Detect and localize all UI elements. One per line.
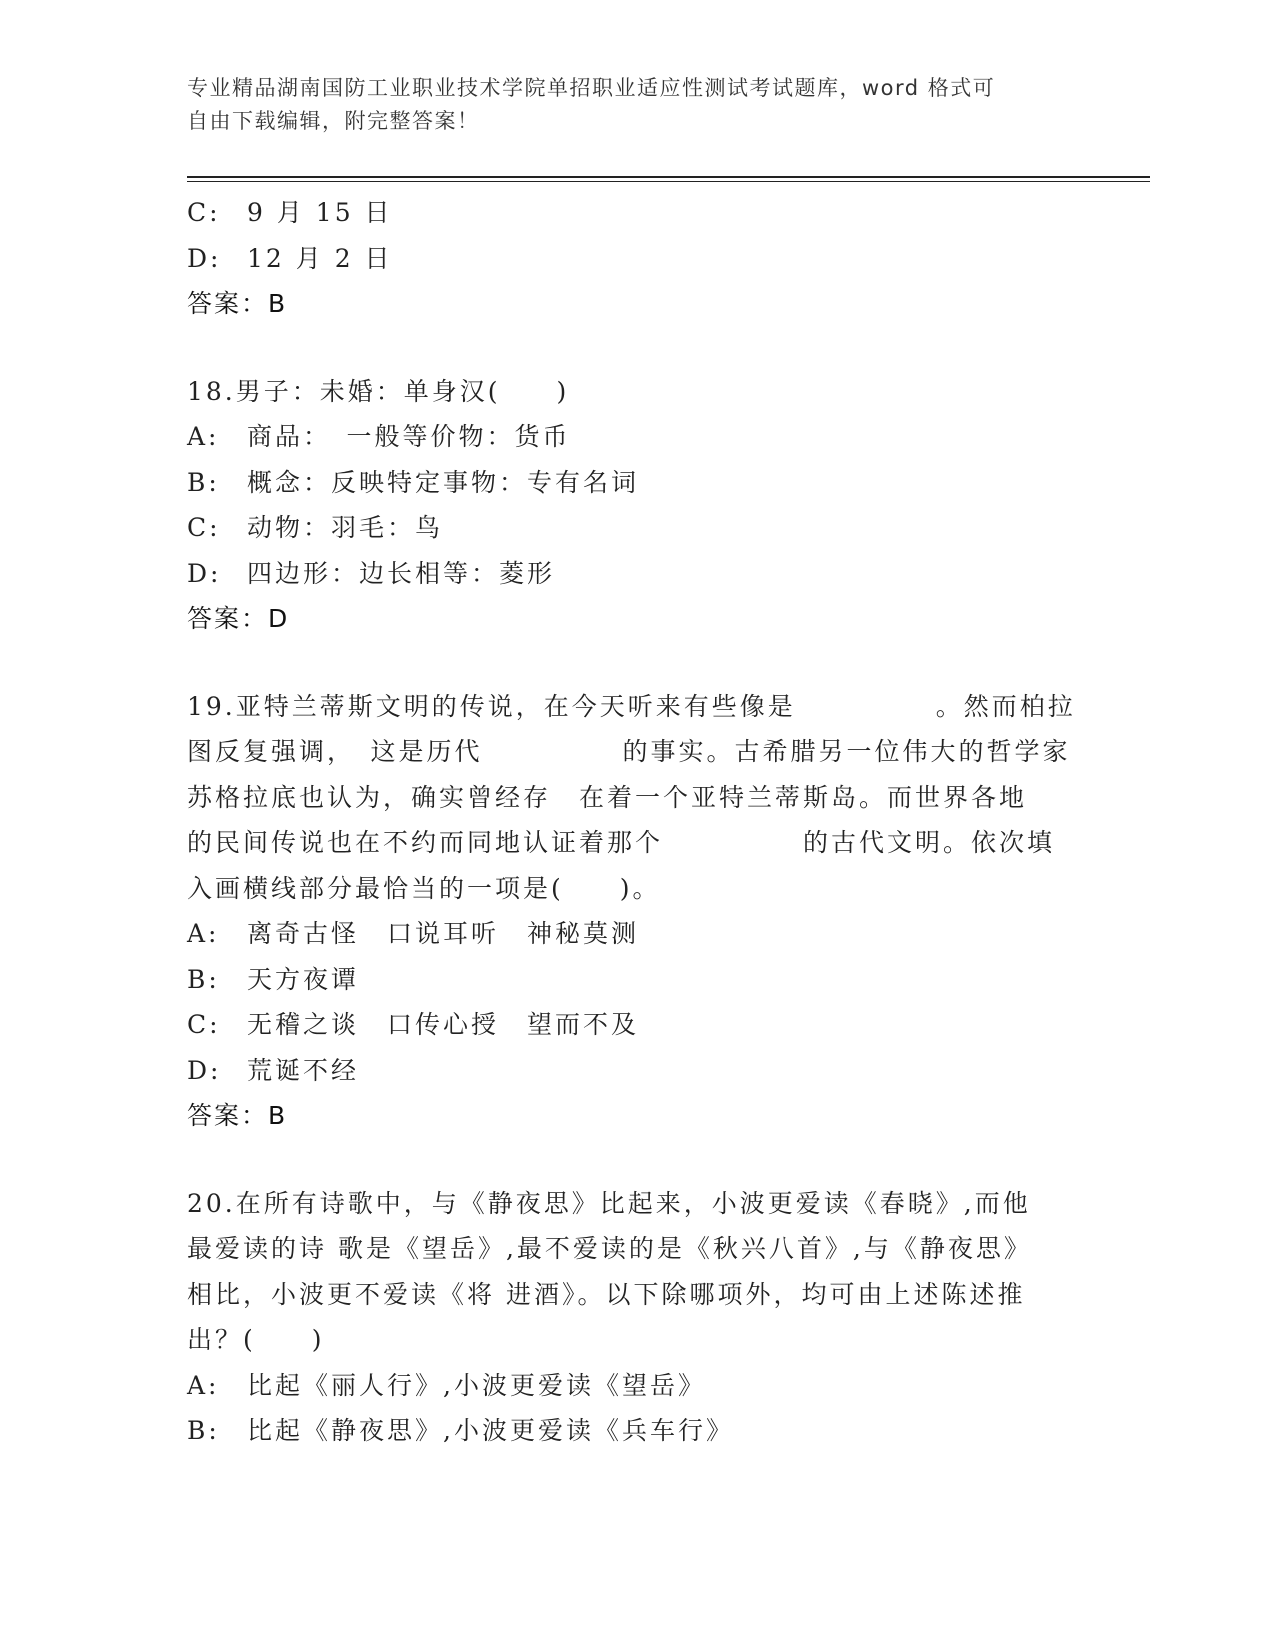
question-stem-line: 19.亚特兰蒂斯文明的传说，在今天听来有些像是 。然而柏拉 xyxy=(187,691,1076,721)
option-d xyxy=(187,1048,1077,1094)
option-text: 四边形：边长相等：菱形 xyxy=(247,558,556,588)
option-label: D: xyxy=(187,1055,222,1085)
option-text: 无稽之谈 口传心授 望而不及 xyxy=(247,1010,640,1039)
option-a xyxy=(187,1363,1077,1409)
option-b xyxy=(187,957,1077,1003)
question-18 xyxy=(187,369,1077,642)
answer-line: 答案：B xyxy=(187,1101,288,1130)
option-d xyxy=(187,236,1077,282)
question-stem-line: 图反复强调， 这是历代 的事实。古希腊另一位伟大的哲学家 xyxy=(187,737,1071,766)
question-stem: 18.男子：未婚：单身汉( ) xyxy=(187,376,570,406)
option-a xyxy=(187,911,1077,957)
option-b xyxy=(187,460,1077,506)
question-stem-line: 苏格拉底也认为，确实曾经存 在着一个亚特兰蒂斯岛。而世界各地 xyxy=(187,782,1028,812)
option-label: A: xyxy=(187,422,220,451)
option-text: 比起《丽人行》,小波更爱读《望岳》 xyxy=(247,1370,706,1400)
option-text: 天方夜谭 xyxy=(247,964,360,994)
option-label: D: xyxy=(187,558,222,588)
question-stem-line: 最爱读的诗 歌是《望岳》,最不爱读的是《秋兴八首》,与《静夜思》 xyxy=(187,1234,1032,1263)
option-label: C: xyxy=(187,198,221,227)
page-header xyxy=(187,72,1067,138)
option-text: 荒诞不经 xyxy=(247,1055,360,1085)
option-label: B: xyxy=(187,467,220,497)
question-stem-line: 入画横线部分最恰当的一项是( )。 xyxy=(187,873,661,903)
option-label: C: xyxy=(187,513,221,542)
option-text: 9 月 15 日 xyxy=(247,198,393,227)
option-label: B: xyxy=(187,964,220,994)
option-c xyxy=(187,1002,1077,1048)
option-label: A: xyxy=(187,1370,220,1400)
option-label: B: xyxy=(187,1416,220,1445)
spacer xyxy=(187,1139,1077,1181)
question-stem-line: 20.在所有诗歌中，与《静夜思》比起来，小波更爱读《春晓》,而他 xyxy=(187,1188,1031,1218)
question-20 xyxy=(187,1181,1077,1454)
option-c xyxy=(187,505,1077,551)
option-d xyxy=(187,551,1077,597)
option-text: 离奇古怪 口说耳听 神秘莫测 xyxy=(247,919,640,948)
header-divider-thin xyxy=(187,181,1150,182)
option-text: 12 月 2 日 xyxy=(247,243,393,273)
question-stem-line: 相比，小波更不爱读《将 进酒》。以下除哪项外，均可由上述陈述推 xyxy=(187,1279,1026,1309)
header-line-1: 专业精品湖南国防工业职业技术学院单招职业适应性测试考试题库，word 格式可 xyxy=(187,76,996,100)
question-content xyxy=(187,190,1077,1454)
spacer xyxy=(187,642,1077,684)
option-text: 概念：反映特定事物：专有名词 xyxy=(247,467,640,497)
prev-question xyxy=(187,190,1077,327)
header-divider xyxy=(187,176,1150,178)
option-text: 商品： 一般等价物：货币 xyxy=(247,422,571,451)
option-b xyxy=(187,1408,1077,1454)
option-a xyxy=(187,414,1077,460)
question-stem-line: 的民间传说也在不约而同地认证着那个 的古代文明。依次填 xyxy=(187,828,1056,857)
option-text: 动物：羽毛：鸟 xyxy=(247,513,444,542)
option-label: C: xyxy=(187,1010,221,1039)
answer-line: 答案：D xyxy=(187,604,290,633)
spacer xyxy=(187,327,1077,369)
option-label: A: xyxy=(187,919,220,948)
answer-line: 答案：B xyxy=(187,289,288,318)
option-text: 比起《静夜思》,小波更爱读《兵车行》 xyxy=(247,1416,734,1445)
question-stem-line: 出？( ) xyxy=(187,1325,325,1354)
header-line-2: 自由下载编辑，附完整答案！ xyxy=(187,109,480,133)
question-19 xyxy=(187,684,1077,1139)
option-label: D: xyxy=(187,243,222,273)
option-c xyxy=(187,190,1077,236)
